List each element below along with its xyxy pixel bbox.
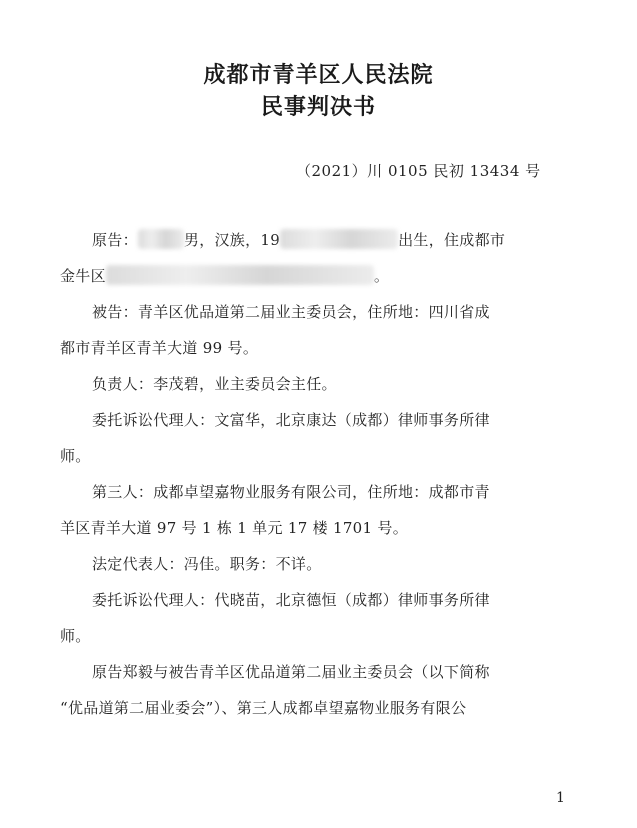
redacted-address <box>106 265 374 285</box>
page-number: 1 <box>556 790 565 806</box>
third-party-line-2: 羊区青羊大道 97 号 1 栋 1 单元 17 楼 1701 号。 <box>60 519 409 537</box>
case-number: （2021）川 0105 民初 13434 号 <box>296 162 541 180</box>
third-party-agent-line-2: 师。 <box>60 627 91 645</box>
plaintiff-line-2: 金牛区 。 <box>60 267 390 285</box>
defendant-agent-line-2: 师。 <box>60 447 91 465</box>
legal-rep-line: 法定代表人：冯佳。职务：不详。 <box>92 555 322 573</box>
third-party-agent-line-1: 委托诉讼代理人：代晓苗，北京德恒（成都）律师事务所律 <box>92 591 490 609</box>
redacted-birthdate <box>280 229 398 249</box>
defendant-line-2: 都市青羊区青羊大道 99 号。 <box>60 339 259 357</box>
intro-line-2: “优品道第二届业委会”）、第三人成都卓望嘉物业服务有限公 <box>60 699 467 717</box>
document-type-heading: 民事判决书 <box>260 94 376 120</box>
document-body <box>60 222 575 726</box>
defendant-head-line: 负责人：李茂碧，业主委员会主任。 <box>92 375 337 393</box>
defendant-line-1: 被告：青羊区优品道第二届业主委员会，住所地：四川省成 <box>92 303 490 321</box>
redacted-name <box>138 229 184 249</box>
third-party-line-1: 第三人：成都卓望嘉物业服务有限公司，住所地：成都市青 <box>92 483 490 501</box>
intro-line-1: 原告郑毅与被告青羊区优品道第二届业主委员会（以下简称 <box>92 663 490 681</box>
court-name-heading: 成都市青羊区人民法院 <box>203 62 434 88</box>
defendant-agent-line-1: 委托诉讼代理人：文富华，北京康达（成都）律师事务所律 <box>92 411 490 429</box>
plaintiff-line-1: 原告： 男，汉族，19 出生，住成都市 <box>92 231 506 249</box>
